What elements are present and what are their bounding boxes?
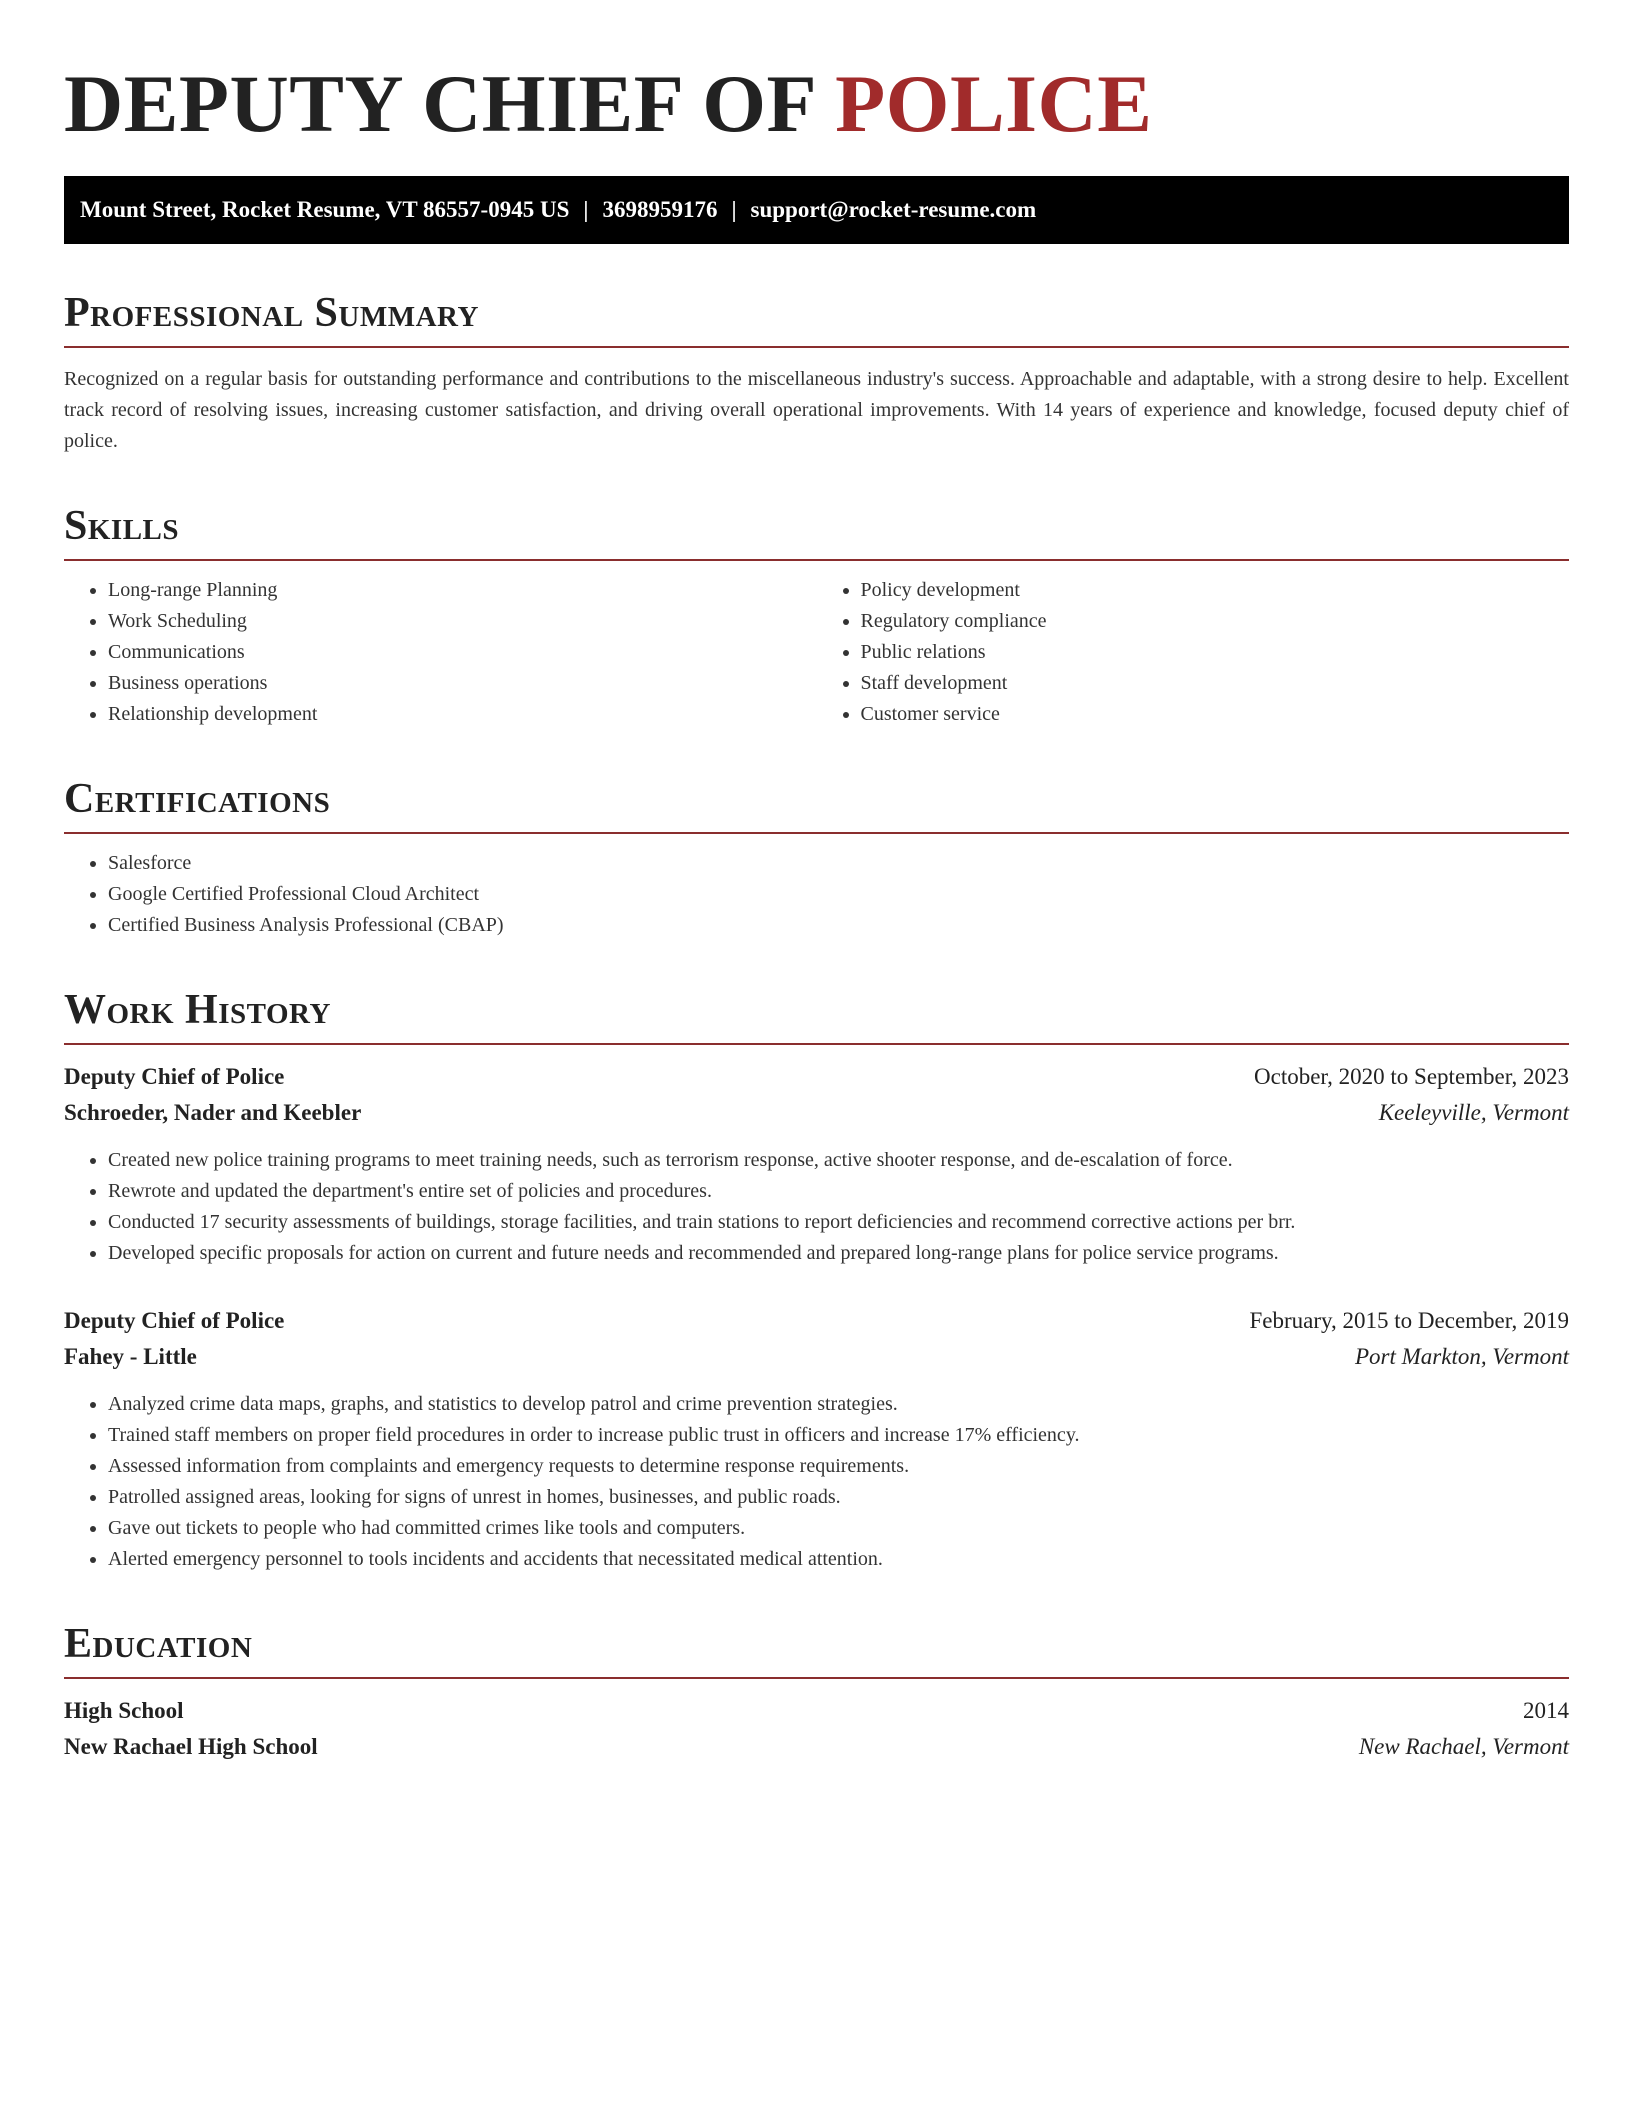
job-duty: • Analyzed crime data maps, graphs, and statistics to develop patrol and crime prevention strategies. [108,1389,1569,1420]
job-title: Deputy Chief of Police [64,1308,285,1333]
skill-item: • Work Scheduling [108,606,817,637]
skill-item: • Long-range Planning [108,575,817,606]
skills-grid [64,561,1569,730]
section-heading: Skills [64,501,1569,561]
skill-item: • Customer service [861,699,1570,730]
certification-item: • Salesforce [108,848,1569,879]
education-degree: High School [64,1698,184,1723]
education-school-row [64,1729,1569,1765]
certifications-list [64,848,1569,941]
skill-item: • Relationship development [108,699,817,730]
job-title: Deputy Chief of Police [64,1064,285,1089]
contact-separator: | [731,197,737,222]
job-header-row [64,1059,1569,1095]
education-location: New Rachael, Vermont [1358,1734,1569,1759]
job-company: Schroeder, Nader and Keebler [64,1100,362,1125]
skills-list-left [64,575,817,730]
summary-section [64,288,1569,457]
skill-item: • Communications [108,637,817,668]
contact-bar [64,176,1569,244]
work-history-section [64,985,1569,1575]
job-company: Fahey - Little [64,1344,197,1369]
skills-list-right [817,575,1570,730]
job-duties-list [64,1145,1569,1269]
certification-item: • Certified Business Analysis Professional (CBAP) [108,910,1569,941]
education-entry [64,1693,1569,1765]
section-heading: Professional Summary [64,288,1569,348]
skill-item: • Public relations [861,637,1570,668]
job-duty: • Rewrote and updated the department's entire set of policies and procedures. [108,1176,1569,1207]
job-entry [64,1059,1569,1269]
section-heading: Certifications [64,774,1569,834]
job-duty: • Patrolled assigned areas, looking for signs of unrest in homes, businesses, and public roads. [108,1482,1569,1513]
contact-separator: | [583,197,589,222]
contact-email[interactable]: support@rocket-resume.com [750,197,1037,222]
section-heading: Education [64,1619,1569,1679]
job-entry [64,1303,1569,1575]
contact-phone: 3698959176 [602,197,718,222]
job-company-row [64,1095,1569,1131]
title-main: DEPUTY CHIEF OF [64,58,836,149]
skill-item: • Policy development [861,575,1570,606]
job-duty: • Assessed information from complaints and emergency requests to determine response requirements. [108,1451,1569,1482]
resume-title [64,0,1569,152]
skill-item: • Regulatory compliance [861,606,1570,637]
job-duties-list [64,1389,1569,1575]
job-duty: • Developed specific proposals for action on current and future needs and recommended and prepared long-range plans for police service programs. [108,1238,1569,1269]
job-header-row [64,1303,1569,1339]
job-dates: October, 2020 to September, 2023 [1254,1064,1569,1089]
skills-section [64,501,1569,730]
education-school: New Rachael High School [64,1734,318,1759]
skill-item: • Business operations [108,668,817,699]
education-header-row [64,1693,1569,1729]
job-duty: • Gave out tickets to people who had committed crimes like tools and computers. [108,1513,1569,1544]
skill-item: • Staff development [861,668,1570,699]
contact-address: Mount Street, Rocket Resume, VT 86557-0945 US [80,197,570,222]
education-year: 2014 [1523,1698,1569,1723]
job-duty: • Trained staff members on proper field procedures in order to increase public trust in officers and increase 17% efficiency. [108,1420,1569,1451]
title-accent: POLICE [835,58,1153,149]
job-duty: • Alerted emergency personnel to tools incidents and accidents that necessitated medical attention. [108,1544,1569,1575]
education-section [64,1619,1569,1765]
job-duty: • Conducted 17 security assessments of buildings, storage facilities, and train stations to report deficiencies and recommend corrective actions per brr. [108,1207,1569,1238]
job-location: Keeleyville, Vermont [1378,1100,1569,1125]
certification-item: • Google Certified Professional Cloud Architect [108,879,1569,910]
summary-text: Recognized on a regular basis for outstanding performance and contributions to the miscellaneous industry's success. Approachable and adaptable, with a strong desire to help. Excellent track record of resolving issues, increasing customer satisfaction, and driving overall operational improvements. With 14 years of experience and knowledge, focused deputy chief of police. [64,368,1569,452]
job-duty: • Created new police training programs to meet training needs, such as terrorism response, active shooter response, and de-escalation of force. [108,1145,1569,1176]
job-dates: February, 2015 to December, 2019 [1249,1308,1569,1333]
job-location: Port Markton, Vermont [1354,1344,1569,1369]
job-company-row [64,1339,1569,1375]
certifications-section [64,774,1569,941]
resume-page [64,0,1569,1765]
section-heading: Work History [64,985,1569,1045]
